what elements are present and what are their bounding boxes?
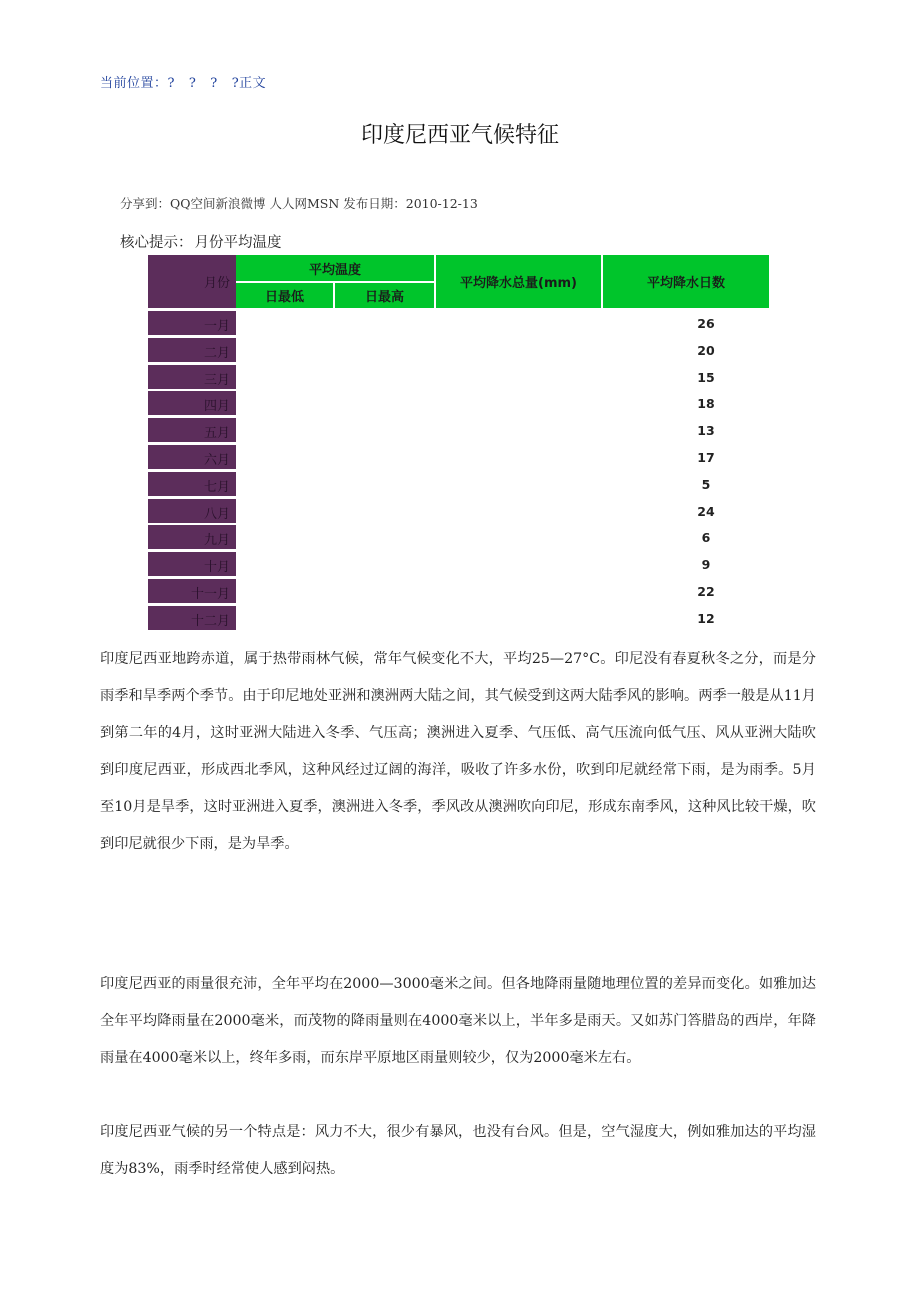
- table-row-month: [148, 525, 236, 549]
- month-label: 十一月: [190, 587, 230, 602]
- core-hint-label: 核心提示：: [120, 235, 193, 251]
- table-row-month: [148, 365, 236, 389]
- header-avg-temp: 平均温度: [236, 255, 434, 281]
- page-title: 印度尼西亚气候特征: [360, 123, 559, 148]
- month-label: 四月: [203, 399, 230, 414]
- breadcrumb-current[interactable]: 正文: [239, 76, 267, 91]
- month-label: 三月: [203, 373, 230, 388]
- header-precip-total: 平均降水总量(mm): [436, 255, 601, 308]
- rain-days-value: 9: [701, 557, 711, 572]
- table-row-month: [148, 311, 236, 335]
- breadcrumb-item[interactable]: ?: [210, 76, 218, 91]
- breadcrumb-item[interactable]: ?: [167, 76, 175, 91]
- month-label: 五月: [203, 426, 230, 441]
- paragraph-wind-humidity: 印度尼西亚气候的另一个特点是：风力不大，很少有暴风，也没有台风。但是，空气湿度大，例如雅加达的平均湿度为83%，雨季时经常使人感到闷热。: [100, 1124, 816, 1177]
- month-label: 十二月: [190, 614, 230, 629]
- month-label: 一月: [203, 319, 230, 334]
- month-label: 六月: [203, 453, 230, 468]
- rain-days-value: 20: [697, 343, 715, 358]
- table-row-month: [148, 579, 236, 603]
- rain-days-value: 13: [697, 423, 715, 438]
- header-daily-max: 日最高: [335, 283, 434, 308]
- table-row-month: [148, 472, 236, 496]
- month-label: 七月: [203, 480, 230, 495]
- table-row-month: [148, 391, 236, 415]
- header-rain-days: 平均降水日数: [603, 255, 769, 308]
- rain-days-value: 24: [697, 504, 715, 519]
- month-label: 九月: [203, 533, 230, 548]
- month-label: 十月: [203, 560, 230, 575]
- rain-days-value: 12: [697, 611, 715, 626]
- table-row-month: [148, 499, 236, 523]
- header-daily-min: 日最低: [236, 283, 333, 308]
- rain-days-value: 15: [697, 370, 715, 385]
- month-label: 八月: [203, 507, 230, 522]
- breadcrumb-label: 当前位置：: [100, 76, 168, 91]
- table-row-month: [148, 552, 236, 576]
- breadcrumb-item[interactable]: ?: [231, 76, 240, 91]
- paragraph-climate-overview: 印度尼西亚地跨赤道，属于热带雨林气候，常年气候变化不大，平均25—27°C。印尼没有春夏秋冬之分，而是分雨季和旱季两个季节。由于印尼地处亚洲和澳洲两大陆之间，其气候受到这两大陆季风的影响。两季一般是从11月到第二年的4月，这时亚洲大陆进入冬季、气压高；澳洲进入夏季、气压低、高气压流向低气压、风从亚洲大陆吹到印度尼西亚，形成西北季风，这种风经过辽阔的海洋，吸收了许多水份，吹到印尼就经常下雨，是为雨季。5月至10月是旱季，这时亚洲进入夏季，澳洲进入冬季，季风改从澳洲吹向印尼，形成东南季风，这种风比较干燥，吹到印尼就很少下雨，是为旱季。: [100, 651, 816, 852]
- breadcrumb-item[interactable]: ?: [188, 76, 197, 91]
- paragraph-rainfall: 印度尼西亚的雨量很充沛，全年平均在2000—3000毫米之间。但各地降雨量随地理位置的差异而变化。如雅加达全年平均降雨量在2000毫米，而茂物的降雨量则在4000毫米以上，半年多是雨天。又如苏门答腊岛的西岸，年降雨量在4000毫米以上，终年多雨，而东岸平原地区雨量则较少，仅为2000毫米左右。: [100, 976, 816, 1066]
- table-row-month: [148, 606, 236, 630]
- breadcrumb: [100, 72, 266, 91]
- header-month: 月份: [148, 255, 236, 308]
- rain-days-value: 17: [697, 450, 715, 465]
- core-hint-text: 月份平均温度: [194, 235, 282, 251]
- rain-days-value: 18: [697, 396, 715, 411]
- core-hint: [120, 231, 282, 252]
- rain-days-value: 26: [697, 316, 715, 331]
- article-meta: 分享到：QQ空间新浪微博 人人网MSN 发布日期：2010-12-13: [120, 196, 478, 211]
- rain-days-value: 6: [701, 530, 711, 545]
- rain-days-value: 5: [701, 477, 711, 492]
- rain-days-value: 22: [697, 584, 715, 599]
- month-label: 二月: [203, 346, 230, 361]
- table-row-month: [148, 338, 236, 362]
- table-row-month: [148, 418, 236, 442]
- table-row-month: [148, 445, 236, 469]
